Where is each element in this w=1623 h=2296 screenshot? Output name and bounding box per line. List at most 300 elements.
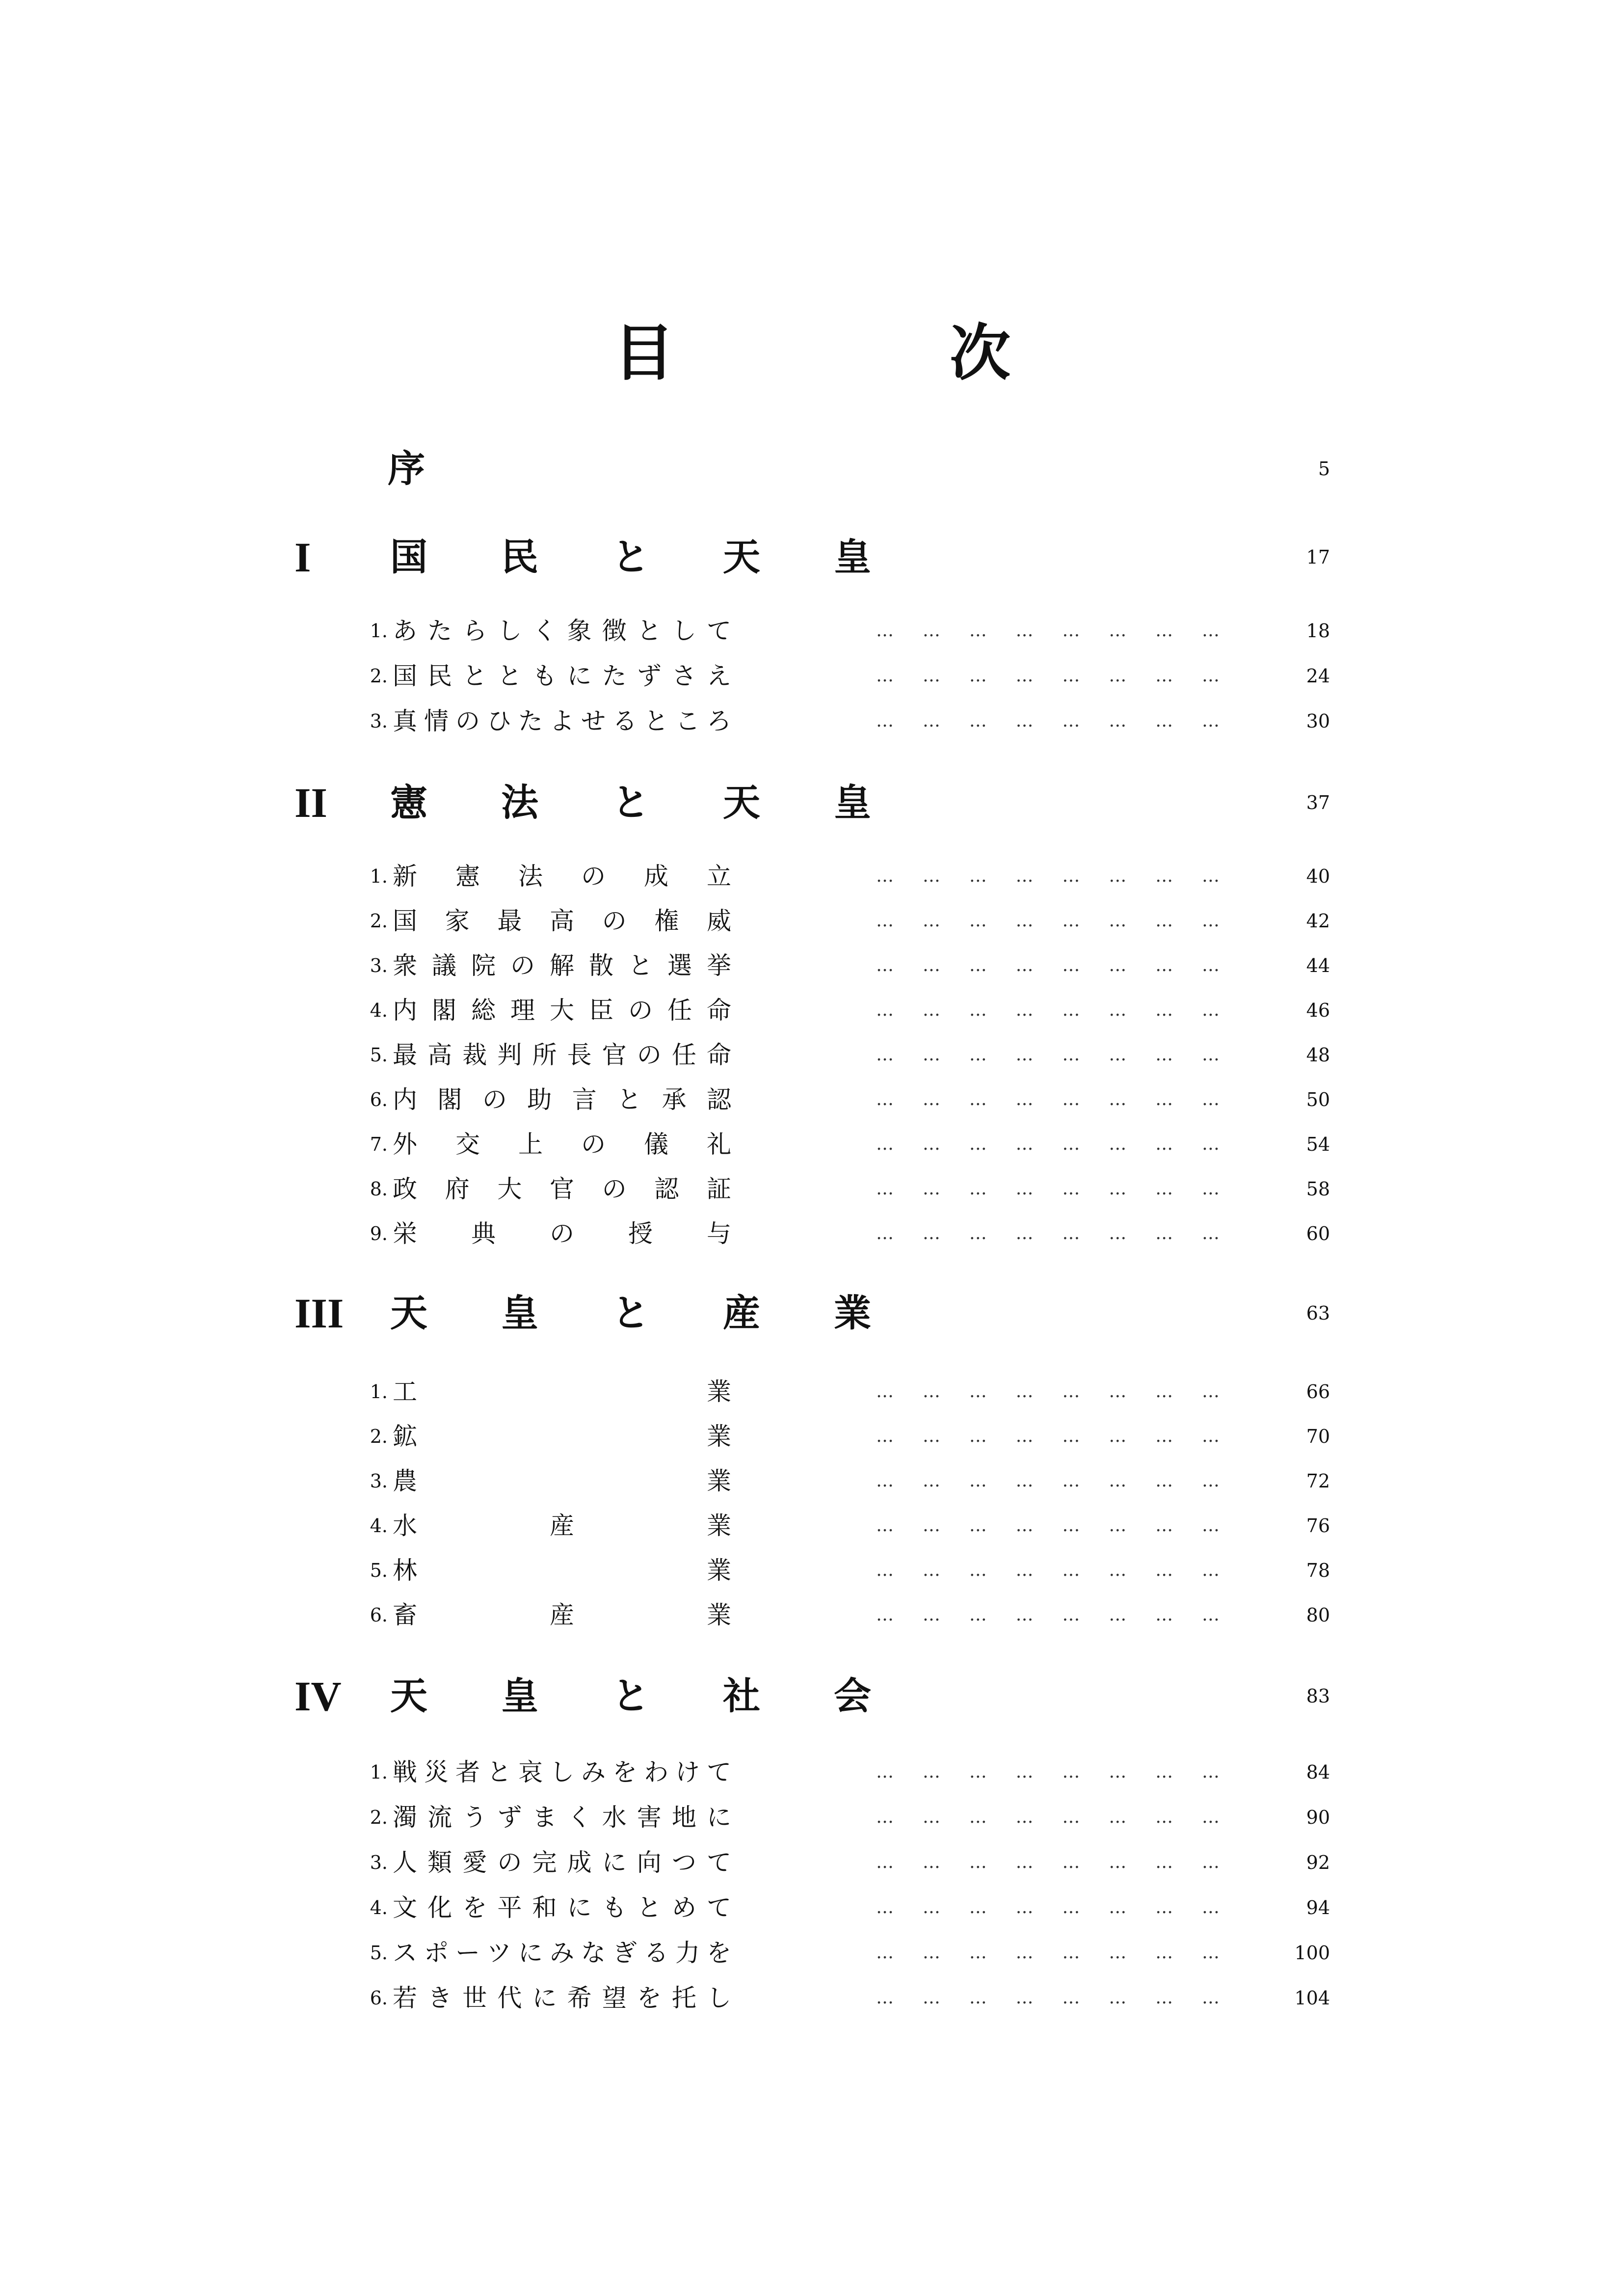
entry-title-char: 所: [532, 1041, 557, 1069]
toc-entry[interactable]: [0, 946, 1623, 985]
toc-entry[interactable]: [0, 1035, 1623, 1075]
leader-dots: …: [1201, 1852, 1220, 1872]
entry-page: 44: [1306, 955, 1330, 976]
toc-entry[interactable]: [0, 901, 1623, 941]
leader-dots: …: [876, 1089, 894, 1109]
entry-page: 104: [1294, 1987, 1330, 2009]
toc-entry[interactable]: [0, 1798, 1623, 1837]
leader-dots: …: [1201, 1988, 1220, 2008]
leader-dots: …: [1109, 1988, 1127, 2008]
leader-dots: …: [1201, 1426, 1220, 1446]
entry-title-char: 与: [707, 1219, 731, 1248]
entry-page: 40: [1306, 865, 1330, 887]
toc-entry[interactable]: [0, 1080, 1623, 1119]
entry-title-char: 最: [497, 907, 522, 935]
entry-title-char: 情: [424, 707, 449, 735]
leader-dots: …: [1201, 955, 1220, 975]
entry-title-char: 選: [667, 951, 692, 980]
entry-number: 1.: [370, 1381, 388, 1403]
entry-title-char: 言: [572, 1085, 597, 1114]
entry-title-char: 権: [654, 907, 679, 935]
entry-title-char: 大: [497, 1175, 522, 1203]
entry-title-char: 閣: [432, 996, 456, 1025]
entry-title-char: 者: [455, 1758, 480, 1786]
leader-dots: …: [969, 911, 987, 931]
entry-page: 50: [1306, 1089, 1330, 1110]
chapter-heading[interactable]: [0, 776, 1623, 830]
leader-dots: …: [1062, 1515, 1080, 1536]
toc-entry[interactable]: [0, 1888, 1623, 1927]
leader-dots: …: [1109, 1179, 1127, 1199]
entry-title: [393, 1798, 731, 1837]
entry-title-char: 政: [393, 1175, 417, 1203]
entry-title-char: 業: [707, 1556, 731, 1585]
entry-title-char: く: [567, 1803, 592, 1832]
leader-dots: …: [969, 955, 987, 975]
entry-title-char: 産: [550, 1512, 574, 1540]
entry-number: 7.: [370, 1134, 388, 1155]
preface-label: 序: [388, 447, 425, 490]
entry-title: [393, 1843, 731, 1882]
entry-number: 2.: [370, 1807, 388, 1828]
leader-dots: …: [1109, 1762, 1127, 1782]
entry-title-char: 文: [393, 1893, 417, 1922]
dot-leader: [876, 1506, 1220, 1545]
entry-title-char: 望: [602, 1984, 627, 2012]
leader-dots: …: [969, 1762, 987, 1782]
entry-title-char: と: [617, 1085, 642, 1114]
leader-dots: …: [1062, 1381, 1080, 1402]
leader-dots: …: [969, 666, 987, 686]
entry-title-char: け: [675, 1758, 700, 1786]
entry-title-char: う: [462, 1803, 487, 1832]
leader-dots: …: [1155, 1515, 1173, 1536]
entry-page: 46: [1306, 999, 1330, 1021]
entry-title-char: 国: [393, 662, 417, 690]
dot-leader: [876, 1417, 1220, 1456]
entry-title-char: の: [602, 1175, 627, 1203]
entry-number: 1.: [370, 865, 388, 887]
entry-page: 70: [1306, 1426, 1330, 1447]
title-char: 目: [613, 318, 675, 389]
entry-title-char: 交: [455, 1130, 480, 1159]
leader-dots: …: [1155, 1762, 1173, 1782]
toc-entry[interactable]: [0, 991, 1623, 1030]
entry-title-char: 世: [462, 1984, 487, 2012]
dot-leader: [876, 1125, 1220, 1164]
leader-dots: …: [922, 1897, 940, 1918]
entry-title-char: し: [671, 617, 696, 645]
entry-title-char: え: [706, 662, 731, 690]
entry-title: [393, 611, 731, 650]
leader-dots: …: [876, 1515, 894, 1536]
chapter-heading[interactable]: [0, 1669, 1623, 1723]
leader-dots: …: [922, 1515, 940, 1536]
leader-dots: …: [922, 711, 940, 731]
chapter-heading[interactable]: [0, 1286, 1623, 1340]
entry-title-char: ー: [455, 1939, 480, 1967]
entry-title-char: し: [497, 617, 522, 645]
entry-title-char: 院: [471, 951, 496, 980]
leader-dots: …: [922, 1560, 940, 1580]
leader-dots: …: [1201, 911, 1220, 931]
entry-title-char: ま: [532, 1803, 557, 1832]
chapter-title-char: と: [612, 1291, 649, 1335]
leader-dots: …: [1155, 1852, 1173, 1872]
entry-title-char: て: [707, 1758, 731, 1786]
chapter-title-char: と: [612, 1674, 649, 1718]
entry-title-char: 上: [518, 1130, 543, 1159]
entry-title-char: 高: [427, 1041, 452, 1069]
leader-dots: …: [1201, 1045, 1220, 1065]
entry-title-char: の: [581, 862, 606, 891]
dot-leader: [876, 946, 1220, 985]
entry-title-char: ら: [462, 617, 487, 645]
entry-title-char: る: [644, 1939, 668, 1967]
leader-dots: …: [922, 1089, 940, 1109]
entry-title-char: ぎ: [612, 1939, 637, 1967]
leader-dots: …: [969, 1223, 987, 1243]
dot-leader: [876, 1753, 1220, 1792]
leader-dots: …: [1155, 1560, 1173, 1580]
leader-dots: …: [876, 1807, 894, 1827]
entry-title: [393, 991, 731, 1030]
entry-title-char: 判: [497, 1041, 522, 1069]
dot-leader: [876, 1798, 1220, 1837]
leader-dots: …: [1015, 621, 1034, 641]
entry-title: [393, 1933, 731, 1972]
leader-dots: …: [1015, 1943, 1034, 1963]
toc-entry[interactable]: [0, 1461, 1623, 1501]
entry-title-char: 国: [393, 907, 417, 935]
chapter-title-char: 会: [834, 1674, 871, 1718]
entry-title-char: 高: [549, 907, 574, 935]
leader-dots: …: [1155, 621, 1173, 641]
dot-leader: [876, 991, 1220, 1030]
leader-dots: …: [876, 711, 894, 731]
leader-dots: …: [876, 1560, 894, 1580]
entry-title-char: ポ: [424, 1939, 449, 1967]
entry-title-char: の: [628, 996, 653, 1025]
entry-title-char: 長: [567, 1041, 592, 1069]
dot-leader: [876, 1169, 1220, 1209]
entry-title-char: 哀: [518, 1758, 543, 1786]
leader-dots: …: [1109, 711, 1127, 731]
entry-title-char: 憲: [455, 862, 480, 891]
preface-row[interactable]: [0, 444, 1623, 493]
chapter-numeral: I: [294, 534, 311, 581]
leader-dots: …: [969, 1000, 987, 1020]
entry-title: [393, 1461, 731, 1501]
leader-dots: …: [1109, 1897, 1127, 1918]
leader-dots: …: [1062, 1897, 1080, 1918]
leader-dots: …: [922, 1852, 940, 1872]
entry-title-char: 業: [707, 1378, 731, 1406]
leader-dots: …: [922, 1471, 940, 1491]
leader-dots: …: [876, 911, 894, 931]
entry-page: 90: [1306, 1807, 1330, 1828]
entry-page: 78: [1306, 1560, 1330, 1581]
dot-leader: [876, 1595, 1220, 1635]
dot-leader: [876, 611, 1220, 650]
entry-title-char: 希: [567, 1984, 592, 2012]
entry-title-char: 工: [393, 1378, 417, 1406]
toc-entry[interactable]: [0, 857, 1623, 896]
entry-title-char: を: [462, 1893, 487, 1922]
entry-title-char: 鉱: [393, 1422, 417, 1451]
leader-dots: …: [1155, 1605, 1173, 1625]
leader-dots: …: [922, 666, 940, 686]
entry-page: 84: [1306, 1761, 1330, 1783]
entry-title-char: と: [644, 707, 668, 735]
entry-title-char: の: [510, 951, 535, 980]
entry-title-char: わ: [644, 1758, 668, 1786]
entry-title-char: 若: [393, 1984, 417, 2012]
dot-leader: [876, 1551, 1220, 1590]
toc-entry[interactable]: [0, 1169, 1623, 1209]
entry-title-char: 和: [532, 1893, 557, 1922]
leader-dots: …: [1109, 1605, 1127, 1625]
entry-title-char: の: [497, 1848, 522, 1877]
entry-number: 5.: [370, 1560, 388, 1581]
entry-number: 5.: [370, 1942, 388, 1964]
leader-dots: …: [1015, 1515, 1034, 1536]
entry-page: 72: [1306, 1470, 1330, 1492]
entry-title-char: に: [518, 1939, 543, 1967]
leader-dots: …: [1015, 1560, 1034, 1580]
leader-dots: …: [1201, 711, 1220, 731]
chapter-numeral: III: [294, 1290, 344, 1337]
leader-dots: …: [1201, 1515, 1220, 1536]
leader-dots: …: [876, 1471, 894, 1491]
entry-title-char: 家: [445, 907, 470, 935]
entry-title-char: 平: [497, 1893, 522, 1922]
leader-dots: …: [1062, 1807, 1080, 1827]
leader-dots: …: [1201, 1134, 1220, 1154]
entry-title-char: 業: [707, 1512, 731, 1540]
leader-dots: …: [1155, 955, 1173, 975]
entry-title: [393, 1978, 731, 2018]
entry-title-char: 認: [706, 1085, 731, 1114]
leader-dots: …: [1015, 1852, 1034, 1872]
leader-dots: …: [1109, 1381, 1127, 1402]
dot-leader: [876, 656, 1220, 696]
entry-page: 76: [1306, 1515, 1330, 1537]
entry-title-char: 解: [550, 951, 574, 980]
leader-dots: …: [969, 1807, 987, 1827]
toc-entry[interactable]: [0, 1214, 1623, 1253]
leader-dots: …: [1155, 1089, 1173, 1109]
entry-title-char: た: [427, 617, 452, 645]
entry-title: [393, 1125, 731, 1164]
entry-title-char: な: [581, 1939, 606, 1967]
entry-title-char: 類: [427, 1848, 452, 1877]
entry-title: [393, 1214, 731, 1253]
entry-title-char: た: [602, 662, 627, 690]
entry-title-char: し: [550, 1758, 574, 1786]
leader-dots: …: [1062, 1000, 1080, 1020]
leader-dots: …: [876, 1943, 894, 1963]
entry-title-char: し: [706, 1984, 731, 2012]
entry-number: 1.: [370, 620, 388, 642]
entry-title-char: の: [455, 707, 480, 735]
toc-entry[interactable]: [0, 702, 1623, 741]
leader-dots: …: [969, 1381, 987, 1402]
entry-title-char: 議: [432, 951, 456, 980]
chapter-title-char: 天: [723, 781, 760, 824]
leader-dots: …: [922, 1988, 940, 2008]
entry-title-char: 水: [602, 1803, 627, 1832]
entry-title: [393, 1417, 731, 1456]
toc-entry[interactable]: [0, 1506, 1623, 1545]
entry-page: 30: [1306, 710, 1330, 732]
leader-dots: …: [922, 1134, 940, 1154]
leader-dots: …: [1109, 1471, 1127, 1491]
leader-dots: …: [1155, 1807, 1173, 1827]
leader-dots: …: [1109, 1807, 1127, 1827]
leader-dots: …: [1062, 955, 1080, 975]
leader-dots: …: [922, 1179, 940, 1199]
leader-dots: …: [1155, 1988, 1173, 2008]
entry-title-char: 業: [707, 1601, 731, 1629]
entry-title-char: 害: [637, 1803, 662, 1832]
chapter-title-char: 民: [501, 535, 538, 579]
entry-title-char: く: [532, 617, 557, 645]
entry-title-char: ず: [637, 662, 662, 690]
leader-dots: …: [876, 1897, 894, 1918]
entry-title-char: 閣: [437, 1085, 462, 1114]
entry-number: 9.: [370, 1223, 388, 1244]
entry-number: 4.: [370, 999, 388, 1021]
toc-entry[interactable]: [0, 1551, 1623, 1590]
leader-dots: …: [1062, 1179, 1080, 1199]
leader-dots: …: [1062, 1471, 1080, 1491]
entry-title-char: 儀: [644, 1130, 668, 1159]
leader-dots: …: [1015, 1471, 1034, 1491]
entry-title-char: 産: [550, 1601, 574, 1629]
toc-entry[interactable]: [0, 1843, 1623, 1882]
chapter-title: [390, 1669, 871, 1723]
chapter-numeral: IV: [294, 1673, 342, 1720]
toc-entry[interactable]: [0, 1933, 1623, 1972]
leader-dots: …: [1062, 1223, 1080, 1243]
chapter-heading[interactable]: [0, 530, 1623, 584]
toc-entry[interactable]: [0, 656, 1623, 696]
entry-number: 1.: [370, 1761, 388, 1783]
entry-number: 8.: [370, 1178, 388, 1200]
entry-number: 2.: [370, 665, 388, 687]
entry-title-char: あ: [393, 617, 417, 645]
leader-dots: …: [1201, 1605, 1220, 1625]
entry-title: [393, 857, 731, 896]
leader-dots: …: [1201, 1471, 1220, 1491]
leader-dots: …: [1015, 1134, 1034, 1154]
toc-entry[interactable]: [0, 1595, 1623, 1635]
leader-dots: …: [1155, 1179, 1173, 1199]
leader-dots: …: [1201, 1560, 1220, 1580]
entry-title-char: 任: [667, 996, 692, 1025]
entry-title-char: 真: [393, 707, 417, 735]
entry-title: [393, 946, 731, 985]
leader-dots: …: [1109, 1134, 1127, 1154]
leader-dots: …: [969, 1179, 987, 1199]
entry-title-char: て: [706, 1893, 731, 1922]
entry-title-char: と: [628, 951, 653, 980]
leader-dots: …: [876, 666, 894, 686]
toc-entry[interactable]: [0, 1417, 1623, 1456]
leader-dots: …: [1109, 866, 1127, 886]
toc-entry[interactable]: [0, 611, 1623, 650]
entry-title-char: 官: [602, 1041, 627, 1069]
leader-dots: …: [1155, 1381, 1173, 1402]
leader-dots: …: [1015, 666, 1034, 686]
entry-title-char: こ: [675, 707, 700, 735]
chapter-page: 83: [1306, 1685, 1330, 1707]
toc-entry[interactable]: [0, 1978, 1623, 2018]
leader-dots: …: [1062, 1943, 1080, 1963]
entry-title-char: 愛: [462, 1848, 487, 1877]
leader-dots: …: [969, 1134, 987, 1154]
leader-dots: …: [876, 1000, 894, 1020]
entry-title-char: 挙: [707, 951, 731, 980]
entry-title-char: 化: [427, 1893, 452, 1922]
chapter-title: [390, 530, 871, 584]
entry-title-char: 災: [424, 1758, 449, 1786]
entry-title-char: 徴: [602, 617, 627, 645]
leader-dots: …: [1155, 1223, 1173, 1243]
leader-dots: …: [1201, 1943, 1220, 1963]
leader-dots: …: [1109, 955, 1127, 975]
entry-page: 58: [1306, 1178, 1330, 1200]
chapter-title-char: 天: [390, 1674, 427, 1718]
toc-entry[interactable]: [0, 1753, 1623, 1792]
dot-leader: [876, 702, 1220, 741]
toc-entry[interactable]: [0, 1125, 1623, 1164]
toc-entry[interactable]: [0, 1372, 1623, 1411]
leader-dots: …: [1062, 621, 1080, 641]
chapter-title: [390, 1286, 871, 1340]
entry-page: 54: [1306, 1134, 1330, 1155]
leader-dots: …: [1062, 1852, 1080, 1872]
leader-dots: …: [1109, 911, 1127, 931]
entry-number: 3.: [370, 1852, 388, 1873]
leader-dots: …: [876, 621, 894, 641]
leader-dots: …: [1062, 1988, 1080, 2008]
leader-dots: …: [1062, 1426, 1080, 1446]
entry-title-char: み: [550, 1939, 574, 1967]
entry-number: 2.: [370, 1426, 388, 1447]
entry-page: 92: [1306, 1852, 1330, 1873]
chapter-title-char: と: [612, 781, 649, 824]
entry-title-char: 認: [654, 1175, 679, 1203]
leader-dots: …: [1062, 1045, 1080, 1065]
leader-dots: …: [1015, 1223, 1034, 1243]
entry-title: [393, 1506, 731, 1545]
entry-title-char: に: [602, 1848, 627, 1877]
leader-dots: …: [969, 1605, 987, 1625]
entry-page: 100: [1294, 1942, 1330, 1964]
leader-dots: …: [1015, 1897, 1034, 1918]
entry-title-char: よ: [550, 707, 574, 735]
entry-title-char: ツ: [487, 1939, 511, 1967]
dot-leader: [876, 1214, 1220, 1253]
entry-title-char: 威: [706, 907, 731, 935]
entry-title-char: 畜: [393, 1601, 417, 1629]
chapter-page: 37: [1306, 792, 1330, 813]
entry-title-char: ず: [497, 1803, 522, 1832]
entry-number: 3.: [370, 955, 388, 976]
entry-title-char: 農: [393, 1467, 417, 1495]
